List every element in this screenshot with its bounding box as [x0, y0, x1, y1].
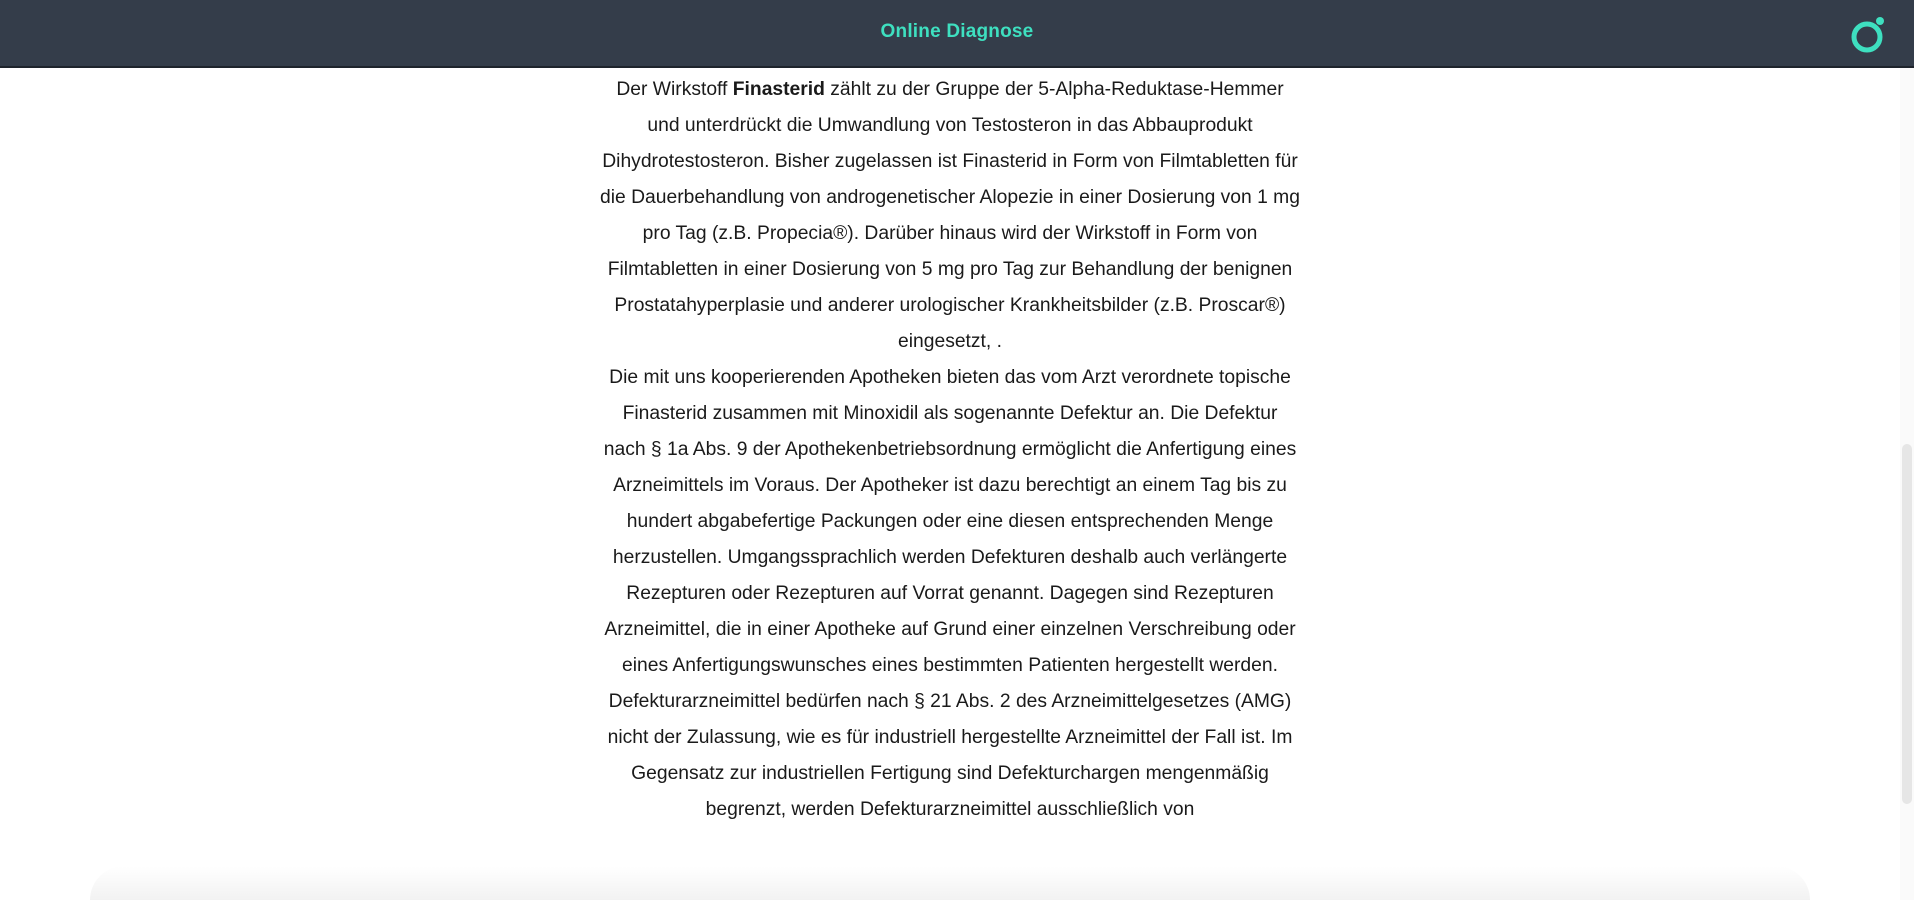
top-navigation-bar	[0, 0, 1914, 68]
article-paragraph-zulassung: Defekturarzneimittel bedürfen nach § 21 Abs. 2 des Arzneimittelgesetzes (AMG) nicht der Zulassung, wie es für industriell hergestellte Arzneimittel der Fall ist. Im Gegensatz zur industriellen Fertigung sind Defekturchargen mengenmäßig begrenzt, werden Defekturarzneimittel ausschließlich von	[607, 691, 1293, 820]
bottom-panel-shadow	[90, 866, 1810, 900]
page-title: Online Diagnose	[880, 21, 1034, 42]
vertical-scrollbar[interactable]	[1900, 68, 1914, 900]
article-body	[600, 72, 1300, 828]
brand-ring-logo-icon[interactable]	[1848, 14, 1890, 56]
article-paragraph-defektur: Die mit uns kooperierenden Apotheken bieten das vom Arzt verordnete topische Finasterid zusammen mit Minoxidil als sogenannte Defektur an. Die Defektur nach § 1a Abs. 9 der Apothekenbetriebsordnung ermöglicht die Anfertigung eines Arzneimittels im Voraus. Der Apotheker ist dazu berechtigt an einem Tag bis zu hundert abgabefertige Packungen oder eine diesen entsprechenden Menge herzustellen. Umgangssprachlich werden Defekturen deshalb auch verlängerte Rezepturen oder Rezepturen auf Vorrat genannt. Dagegen sind Rezepturen Arzneimittel, die in einer Apotheke auf Grund einer einzelnen Verschreibung oder eines Anfertigungswunsches eines bestimmten Patienten hergestellt werden.	[603, 367, 1297, 676]
finasterid-bold-term: Finasterid	[732, 79, 825, 100]
scrollbar-thumb[interactable]	[1902, 444, 1912, 804]
article-paragraph-finasterid: Der Wirkstoff Finasterid zählt zu der Gruppe der 5-Alpha-Reduktase-Hemmer und unterdrückt die Umwandlung von Testosteron in das Abbauprodukt Dihydrotestosteron. Bisher zugelassen ist Finasterid in Form von Filmtabletten für die Dauerbehandlung von androgenetischer Alopezie in einer Dosierung von 1 mg pro Tag (z.B. Propecia®). Darüber hinaus wird der Wirkstoff in Form von Filmtabletten in einer Dosierung von 5 mg pro Tag zur Behandlung der benignen Prostatahyperplasie und anderer urologischer Krankheitsbilder (z.B. Proscar®) eingesetzt, .	[600, 79, 1300, 352]
